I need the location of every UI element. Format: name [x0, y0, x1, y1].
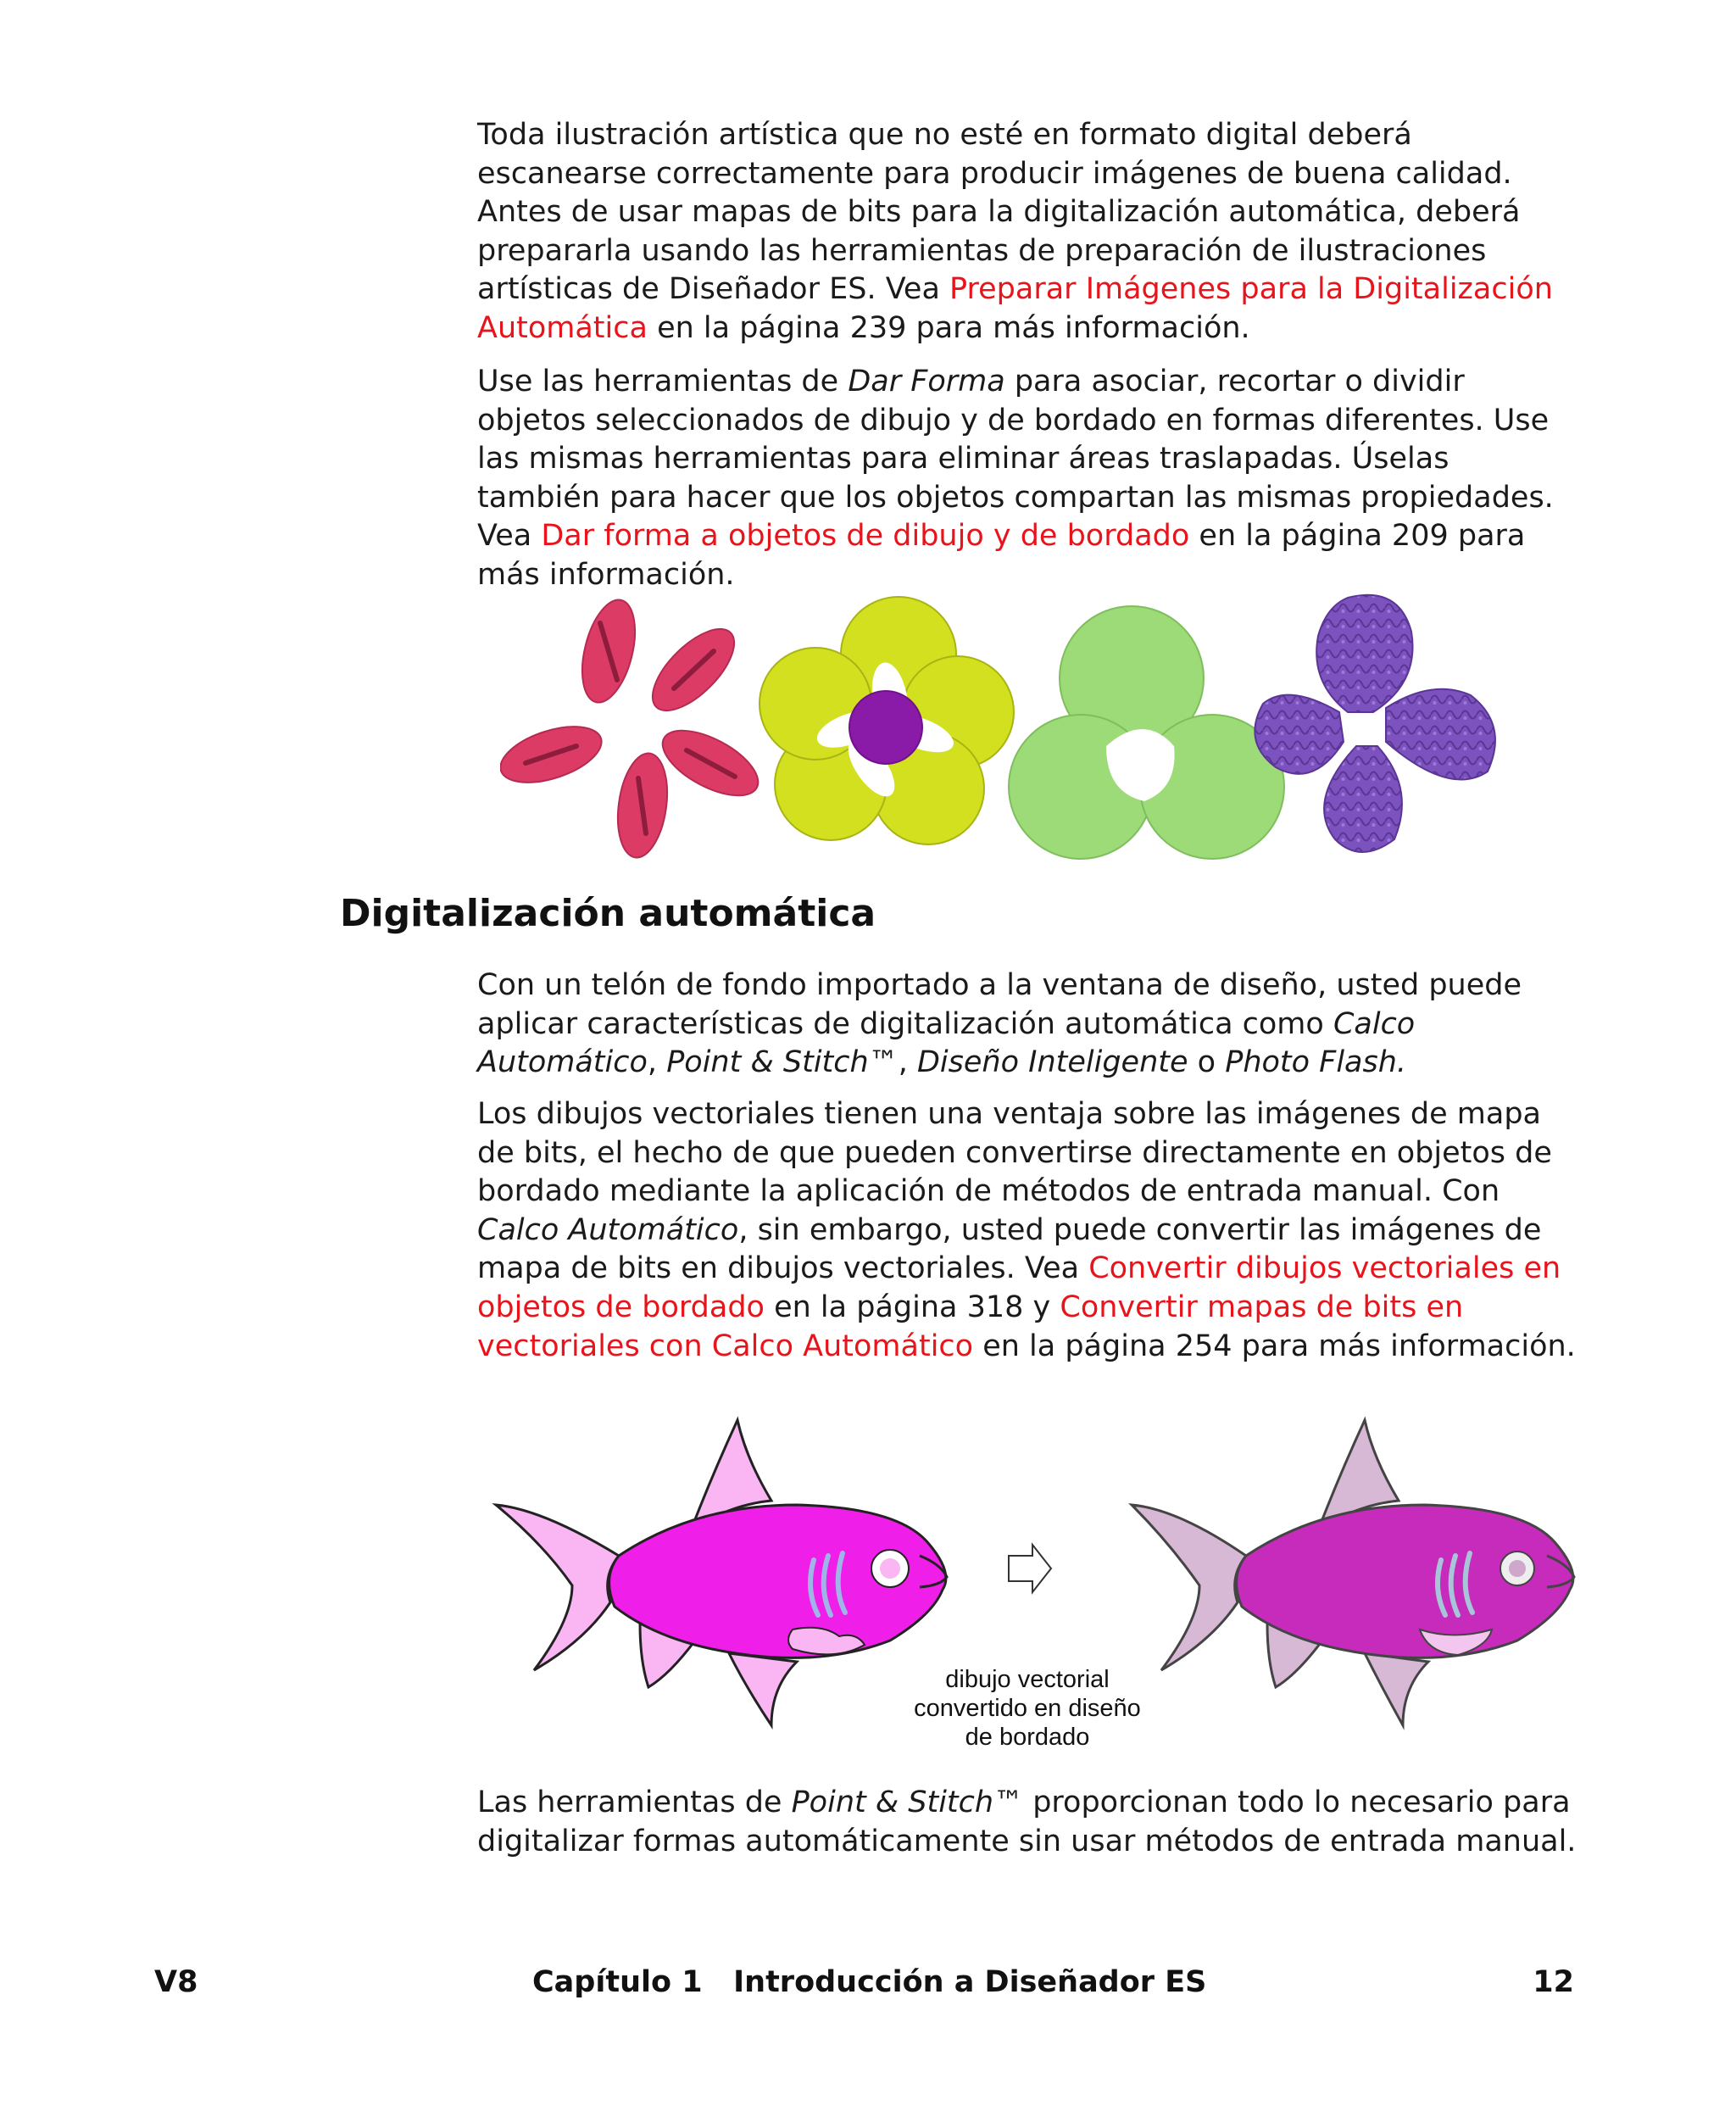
yellow-flower [760, 597, 1014, 844]
fish-conversion-figure [492, 1407, 1594, 1763]
stitched-fish [1132, 1420, 1574, 1725]
arrow-right-icon [1009, 1545, 1051, 1592]
paragraph-text: en la página 209 para más información. [477, 519, 1526, 592]
link-convertir-mapas-de-bits[interactable]: Convertir mapas de bits en vectoriales con Calco Automático [477, 1290, 1464, 1363]
paragraph-text: para asociar, recortar o dividir objetos seleccionados de dibujo y de bordado en formas diferentes. Use las mismas herramientas para eliminar áreas traslapadas. Úselas también para hacer que los objetos compartan las mismas propiedades. Vea [477, 365, 1554, 554]
vector-drawings-paragraph [477, 1095, 1579, 1366]
intro-paragraph [477, 116, 1579, 348]
paragraph-text: Con un telón de fondo importado a la ventana de diseño, usted puede aplicar características de digitalización automática como [477, 968, 1522, 1041]
green-trefoil [1009, 606, 1284, 859]
footer-page-number: 12 [1533, 1965, 1574, 1999]
figure-caption-line: de bordado [965, 1724, 1090, 1751]
vector-fish [496, 1420, 947, 1725]
link-dar-forma[interactable]: Dar forma a objetos de dibujo y de bordado [541, 519, 1190, 554]
paragraph-text: proporcionan todo lo necesario para digitalizar formas automáticamente sin usar métodos de entrada manual. [477, 1786, 1577, 1858]
italic-term: Point & Stitch™ [791, 1786, 1024, 1819]
paragraph-text: , [647, 1045, 667, 1080]
paragraph-text: en la página 318 y [764, 1290, 1060, 1324]
italic-term: Diseño Inteligente [916, 1045, 1188, 1080]
dar-forma-paragraph [477, 363, 1579, 595]
paragraph-text: , sin embargo, usted puede convertir las imágenes de mapa de bits en dibujos vectoriales. Vea [477, 1212, 1542, 1286]
paragraph-text: en la página 254 para más información. [973, 1329, 1576, 1363]
paragraph-text: Toda ilustración artística que no esté en formato digital deberá escanearse correctamente para producir imágenes de buena calidad. Antes de usar mapas de bits para la digitalización automática, deberá prepararla usando las herramientas de preparación de ilustraciones artísticas de Diseñador ES. Vea [477, 118, 1521, 307]
paragraph-text: , [898, 1045, 917, 1080]
footer-version: V8 [154, 1965, 198, 1999]
figure-caption-line: convertido en diseño [914, 1695, 1141, 1722]
point-and-stitch-paragraph [477, 1784, 1579, 1861]
paragraph-text: o [1188, 1045, 1226, 1080]
italic-term: Photo Flash. [1225, 1045, 1407, 1080]
link-convertir-vectoriales[interactable]: Convertir dibujos vectoriales en objetos de bordado [477, 1251, 1561, 1324]
link-preparar-imagenes[interactable]: Preparar Imágenes para la Digitalización Automática [477, 272, 1553, 345]
embroidery-shapes-figure [500, 585, 1568, 865]
paragraph-text: Las herramientas de [477, 1786, 792, 1819]
figure-caption-line: dibujo vectorial [945, 1666, 1110, 1693]
flower-center [849, 691, 922, 764]
italic-term: Point & Stitch™ [666, 1045, 899, 1080]
purple-cross [1255, 595, 1495, 852]
paragraph-text: Los dibujos vectoriales tienen una ventaja sobre las imágenes de mapa de bits, el hecho de que pueden convertirse directamente en objetos de bordado mediante la aplicación de métodos de entrada manual. Con [477, 1097, 1552, 1209]
footer-chapter-title: Capítulo 1 Introducción a Diseñador ES [532, 1965, 1207, 1999]
italic-term: Dar Forma [848, 365, 1005, 398]
italic-term: Calco Automático [477, 1006, 1416, 1080]
section-heading: Digitalización automática [340, 892, 876, 935]
red-petal-flower [500, 594, 768, 861]
autodigitizing-intro-paragraph [477, 967, 1579, 1083]
paragraph-text: en la página 239 para más información. [647, 310, 1250, 345]
italic-term: Calco Automático [477, 1212, 739, 1247]
paragraph-text: Use las herramientas de [477, 365, 849, 398]
